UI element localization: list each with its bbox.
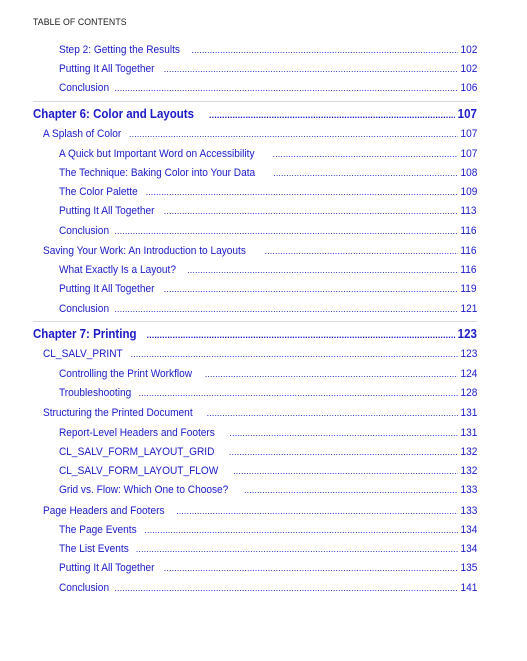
toc-subsection-entry[interactable] (59, 303, 477, 317)
dot-leader (191, 45, 457, 55)
toc-entry-title[interactable]: CL_SALV_FORM_LAYOUT_GRID (59, 446, 215, 458)
toc-subsection-entry[interactable] (59, 446, 477, 460)
toc-chapter-entry[interactable] (33, 107, 477, 123)
dot-leader (229, 428, 457, 438)
toc-entry-title[interactable]: Troubleshooting (59, 387, 132, 399)
toc-subsection-entry[interactable] (59, 264, 477, 278)
toc-page-number[interactable]: 121 (460, 303, 477, 315)
dot-leader (146, 187, 458, 197)
toc-entry-title[interactable]: Saving Your Work: An Introduction to Layouts (43, 245, 246, 257)
toc-section-entry[interactable] (43, 128, 477, 142)
toc-entry-title[interactable]: A Splash of Color (43, 128, 122, 140)
toc-entry-title[interactable]: Page Headers and Footers (43, 505, 165, 517)
toc-entry-title[interactable]: Putting It All Together (59, 283, 155, 295)
toc-page-number[interactable]: 107 (457, 107, 477, 121)
dot-leader (229, 447, 458, 457)
dot-leader (114, 226, 458, 236)
toc-entry-title[interactable]: The List Events (59, 543, 129, 555)
toc-subsection-entry[interactable] (59, 543, 477, 557)
toc-page-number[interactable]: 102 (460, 44, 477, 56)
toc-entry-title[interactable]: Putting It All Together (59, 205, 155, 217)
toc-page-number[interactable]: 107 (460, 148, 477, 160)
toc-page-number[interactable]: 134 (460, 524, 477, 536)
toc-subsection-entry[interactable] (59, 44, 477, 58)
toc-entry-title[interactable]: CL_SALV_PRINT (43, 348, 123, 360)
toc-subsection-entry[interactable] (59, 225, 477, 239)
chapter-divider (33, 101, 477, 102)
dot-leader (138, 388, 457, 398)
toc-entry-title[interactable]: What Exactly Is a Layout? (59, 264, 176, 276)
dot-leader (233, 466, 457, 476)
dot-leader (147, 330, 456, 340)
toc-entry-title[interactable]: The Page Events (59, 524, 137, 536)
toc-page-number[interactable]: 123 (460, 348, 477, 360)
dot-leader (164, 563, 458, 573)
toc-subsection-entry[interactable] (59, 387, 477, 401)
dot-leader (114, 583, 457, 593)
toc-entry-title[interactable]: Conclusion (59, 82, 110, 94)
toc-page-number[interactable]: 119 (460, 283, 477, 295)
toc-entry-title[interactable]: Chapter 7: Printing (33, 327, 137, 341)
toc-entry-title[interactable]: Conclusion (59, 582, 110, 594)
toc-entry-title[interactable]: The Color Palette (59, 186, 138, 198)
toc-subsection-entry[interactable] (59, 186, 477, 200)
toc-page-number[interactable]: 135 (460, 562, 477, 574)
toc-entry-title[interactable]: Report-Level Headers and Footers (59, 427, 215, 439)
toc-subsection-entry[interactable] (59, 82, 477, 96)
dot-leader (129, 129, 458, 139)
dot-leader (176, 506, 458, 516)
toc-section-entry[interactable] (43, 505, 477, 519)
toc-entry-title[interactable]: Conclusion (59, 225, 110, 237)
toc-page-number[interactable]: 133 (460, 505, 477, 517)
dot-leader (265, 246, 459, 256)
toc-section-entry[interactable] (43, 348, 477, 362)
toc-subsection-entry[interactable] (59, 562, 477, 576)
toc-entry-title[interactable]: CL_SALV_FORM_LAYOUT_FLOW (59, 465, 219, 477)
dot-leader (114, 304, 457, 314)
toc-section-entry[interactable] (43, 245, 477, 259)
toc-page-number[interactable]: 131 (460, 427, 477, 439)
toc-subsection-entry[interactable] (59, 205, 477, 219)
dot-leader (244, 485, 458, 495)
dot-leader (205, 369, 458, 379)
running-header: TABLE OF CONTENTS (33, 17, 127, 28)
dot-leader (187, 265, 458, 275)
toc-entry-title[interactable]: Putting It All Together (59, 63, 155, 75)
dot-leader (164, 206, 459, 216)
toc-section-entry[interactable] (43, 407, 477, 421)
toc-entry-title[interactable]: Chapter 6: Color and Layouts (33, 107, 195, 121)
toc-subsection-entry[interactable] (59, 368, 477, 382)
dot-leader (273, 168, 457, 178)
toc-chapter-entry[interactable] (33, 327, 477, 343)
toc-subsection-entry[interactable] (59, 484, 477, 498)
toc-entry-title[interactable]: Controlling the Print Workflow (59, 368, 193, 380)
toc-entry-title[interactable]: The Technique: Baking Color into Your Data (59, 167, 256, 179)
dot-leader (136, 544, 458, 554)
toc-page-number[interactable]: 109 (460, 186, 477, 198)
toc-subsection-entry[interactable] (59, 465, 477, 479)
toc-entry-title[interactable]: A Quick but Important Word on Accessibility (59, 148, 255, 160)
toc-subsection-entry[interactable] (59, 283, 477, 297)
toc-page-number[interactable]: 107 (460, 128, 477, 140)
toc-subsection-entry[interactable] (59, 167, 477, 181)
toc-page-number[interactable]: 134 (460, 543, 477, 555)
toc-entry-title[interactable]: Structuring the Printed Document (43, 407, 193, 419)
chapter-divider (33, 321, 477, 322)
toc-page-number[interactable]: 123 (457, 327, 477, 341)
dot-leader (144, 525, 457, 535)
toc-subsection-entry[interactable] (59, 63, 477, 77)
toc-page-number[interactable]: 113 (460, 205, 477, 217)
toc-page-number[interactable]: 141 (460, 582, 477, 594)
toc-page-number[interactable]: 128 (460, 387, 477, 399)
dot-leader (273, 149, 458, 159)
toc-page-number[interactable]: 116 (460, 225, 477, 237)
toc-entry-title[interactable]: Putting It All Together (59, 562, 155, 574)
toc-subsection-entry[interactable] (59, 427, 477, 441)
toc-page-number[interactable]: 132 (460, 465, 477, 477)
toc-page-number[interactable]: 116 (460, 264, 477, 276)
toc-subsection-entry[interactable] (59, 582, 477, 596)
dot-leader (114, 83, 457, 93)
toc-page-number[interactable]: 131 (460, 407, 477, 419)
toc-entry-title[interactable]: Conclusion (59, 303, 110, 315)
toc-page-number[interactable]: 124 (460, 368, 477, 380)
toc-entry-title[interactable]: Grid vs. Flow: Which One to Choose? (59, 484, 229, 496)
toc-page-number[interactable]: 108 (460, 167, 477, 179)
toc-page-number[interactable]: 116 (460, 245, 477, 257)
toc-page-number[interactable]: 106 (460, 82, 477, 94)
toc-subsection-entry[interactable] (59, 148, 477, 162)
dot-leader (209, 110, 455, 120)
toc-subsection-entry[interactable] (59, 524, 477, 538)
toc-page-number[interactable]: 102 (460, 63, 477, 75)
dot-leader (131, 349, 458, 359)
dot-leader (164, 64, 458, 74)
toc-entry-title[interactable]: Step 2: Getting the Results (59, 44, 180, 56)
dot-leader (207, 408, 458, 418)
toc-page-number[interactable]: 133 (460, 484, 477, 496)
dot-leader (164, 284, 459, 294)
toc-page-number[interactable]: 132 (460, 446, 477, 458)
